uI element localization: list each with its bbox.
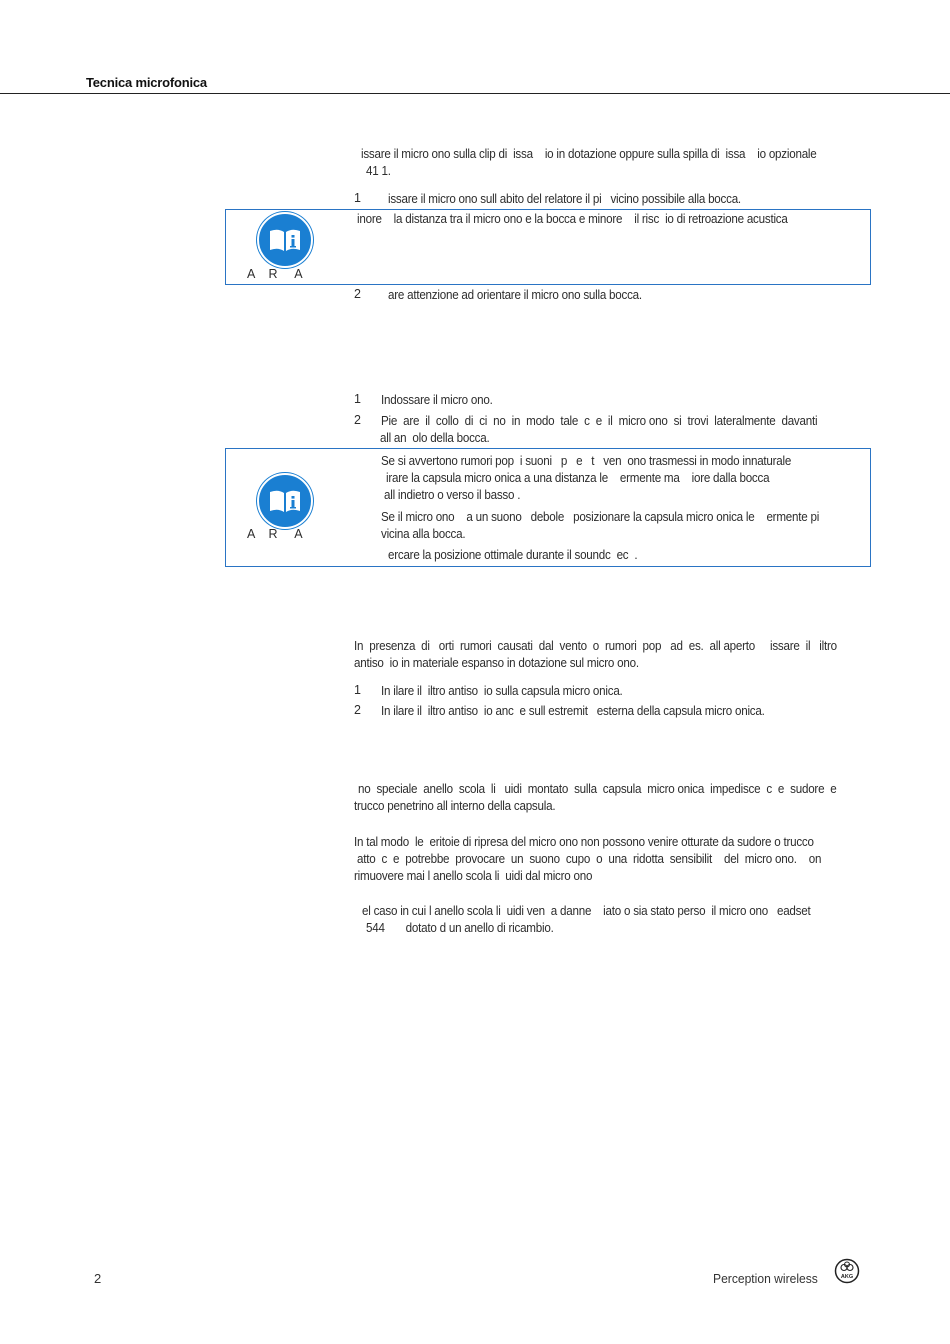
note-bullet2-line1: Se il micro ono a un suono debole posizionare la capsula micro onica le ermente pi (381, 510, 820, 524)
section1-intro-line1: issare il micro ono sulla clip di issa io in dotazione oppure sulla spilla di issa io opzionale (361, 147, 817, 161)
footer-product-name: Perception wireless (713, 1271, 818, 1286)
note-bullet2-line2: vicina alla bocca. (381, 527, 466, 541)
page-header-title: Tecnica microfonica (86, 75, 207, 90)
note-bullet3: ercare la posizione ottimale durante il soundc ec . (388, 548, 638, 562)
section2-step2-line2: all an olo della bocca. (380, 431, 490, 445)
section2-step1-number: 1 (354, 392, 361, 406)
header-rule (0, 93, 950, 94)
akg-logo-icon (834, 1258, 860, 1284)
section4-p2-line3: rimuovere mai l anello scola li uidi dal micro ono (354, 869, 593, 883)
section1-step1-text: issare il micro ono sull abito del relatore il pi vicino possibile alla bocca. (388, 192, 741, 206)
section3-step2-number: 2 (354, 703, 361, 717)
section4-p2-line2: atto c e potrebbe provocare un suono cupo o una ridotta sensibilit del micro ono. on (357, 852, 822, 866)
section2-step1-text: Indossare il micro ono. (381, 393, 493, 407)
attention-note-text: inore la distanza tra il micro ono e la bocca e minore il risc io di retroazione acustica (357, 212, 788, 226)
page-number: 2 (94, 1271, 102, 1286)
section2-step2-number: 2 (354, 413, 361, 427)
section4-p3-line2: 544 dotato d un anello di ricambio. (366, 921, 554, 935)
section2-step2-line1: Pie are il collo di ci no in modo tale c e il micro ono si trovi lateralmente davanti (381, 414, 818, 428)
section1-step2-text: are attenzione ad orientare il micro ono sulla bocca. (388, 288, 642, 302)
section1-step2-number: 2 (354, 287, 361, 301)
section3-step1-text: In ilare il iltro antiso io sulla capsula micro onica. (381, 684, 623, 698)
section3-para-line2: antiso io in materiale espanso in dotazione sul micro ono. (354, 656, 639, 670)
section3-para-line1: In presenza di orti rumori causati dal vento o rumori pop ad es. all aperto issare il iltro (354, 639, 837, 653)
section3-step2-text: In ilare il iltro antiso io anc e sull estremit esterna della capsula micro onica. (381, 704, 765, 718)
section1-step1-number: 1 (354, 191, 361, 205)
info-manual-icon (257, 212, 313, 268)
section1-intro-line2: 41 1. (366, 164, 391, 178)
attention-label: A R A (247, 267, 303, 281)
note-bullet1-line3: all indietro o verso il basso . (384, 488, 521, 502)
section4-p2-line1: In tal modo le eritoie di ripresa del micro ono non possono venire otturate da sudore o trucco (354, 835, 814, 849)
section3-step1-number: 1 (354, 683, 361, 697)
section4-p1-line1: no speciale anello scola li uidi montato sulla capsula micro onica impedisce c e sudore e (358, 782, 837, 796)
note-bullet1-line1: Se si avvertono rumori pop i suoni p e t ven ono trasmessi in modo innaturale (381, 454, 792, 468)
info-manual-icon (257, 473, 313, 529)
note-bullet1-line2: irare la capsula micro onica a una distanza le ermente ma iore dalla bocca (386, 471, 770, 485)
section4-p1-line2: trucco penetrino all interno della capsula. (354, 799, 556, 813)
svg-text:AKG: AKG (840, 1274, 854, 1280)
attention-label: A R A (247, 527, 303, 541)
section4-p3-line1: el caso in cui l anello scola li uidi ven a danne iato o sia stato perso il micro ono eadset (362, 904, 811, 918)
